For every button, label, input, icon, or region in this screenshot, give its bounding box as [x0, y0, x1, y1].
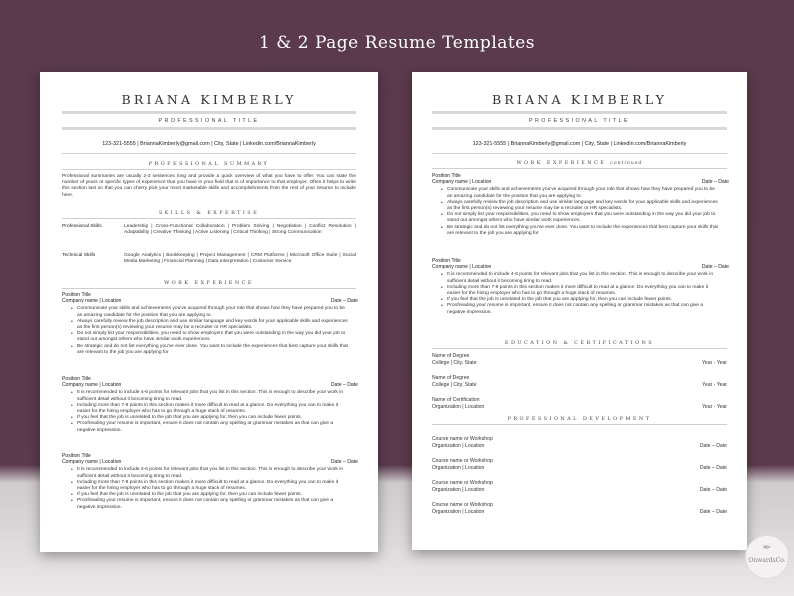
degree-name: Name of Degree: [432, 353, 470, 359]
list-item: • Proofreading your resume is important, ensure it does not contain any spelling or grammar mistakes as that can give a negative impression.: [62, 498, 358, 510]
list-item: • Including more than 7-8 points in this section makes it more difficult to read at a glance. Do everything you can to make it easier for the hiring employer who has to go through a huge stack of resumes.: [62, 403, 358, 415]
job-entry: [62, 292, 358, 356]
education-heading: EDUCATION & CERTIFICATIONS: [504, 340, 655, 346]
divider: [62, 153, 356, 154]
skills-row-professional: [62, 224, 356, 236]
divider: [62, 169, 356, 170]
job-dates: Date – Date: [330, 382, 358, 389]
brand-logo: [745, 535, 789, 579]
divider: [432, 348, 727, 349]
school-name: College | City, State: [432, 381, 477, 388]
title-band-bottom: [62, 127, 356, 130]
course-dates: Date – Date: [699, 464, 727, 471]
work-heading: WORK EXPERIENCE: [164, 280, 254, 286]
list-item: • Proofreading your resume is important, ensure it does not contain any spelling or grammar mistakes as that can give a negative impression.: [62, 421, 358, 433]
divider: [62, 218, 356, 219]
degree-name: Name of Degree: [432, 375, 470, 381]
list-item: • Always carefully review the job description and use similar language and key words for your applicable skills and experiences as the first person(s) reviewing your resume may be a recruiter or HR specialists.: [62, 319, 358, 331]
skills-row-technical: [62, 253, 356, 265]
list-item: • Do not simply list your responsibilities, you need to show employers that you were outstanding in the way you did your job to stand out amongst others who have similar work experiences.: [62, 331, 358, 343]
school-name: College | City, State: [432, 359, 477, 366]
company-name: Company name | Location: [432, 264, 492, 271]
organization-name: Organization | Location: [432, 442, 485, 449]
list-item: • If you feel that the job is unrelated to the job that you are applying for, then you can include fewer points.: [62, 492, 358, 498]
skills-heading: SKILLS & EXPERTISE: [158, 210, 260, 216]
job-dates: Date – Date: [701, 264, 729, 271]
banner-title: 1 & 2 Page Resume Templates: [258, 33, 536, 53]
organization-name: Organization | Location: [432, 403, 485, 410]
course-dates: Date – Date: [699, 442, 727, 449]
position-title: Position Title: [432, 173, 461, 179]
development-heading: PROFESSIONAL DEVELOPMENT: [507, 416, 652, 422]
skills-label: Professional Skills: [62, 224, 102, 229]
work-continued-heading: [412, 160, 747, 166]
development-entry: [432, 458, 727, 471]
position-title: Position Title: [62, 292, 91, 298]
education-dates: Year - Year: [701, 381, 727, 388]
resume-page-2: [412, 72, 747, 550]
professional-title: PROFESSIONAL TITLE: [158, 118, 260, 124]
company-name: Company name | Location: [62, 459, 122, 466]
contact-line: 123-321-5555 | BriannaKimberly@gmail.com | City, State | Linkedin.com/BriannaKimberly: [472, 141, 687, 147]
certification-name: Name of Certification: [432, 397, 480, 403]
job-entry: [432, 258, 729, 316]
course-name: Course name or Workshop: [432, 480, 493, 486]
course-dates: Date – Date: [699, 508, 727, 515]
brand-name: OnwardsCo.: [748, 557, 786, 564]
job-dates: Date – Date: [330, 298, 358, 305]
development-entry: [432, 480, 727, 493]
organization-name: Organization | Location: [432, 508, 485, 515]
list-item: • Communicate your skills and achievements you've acquired through your role that shows how they have prepared you to be an amazing candidate for the position that you are applying to.: [62, 306, 358, 318]
list-item: • Always carefully review the job description and use similar language and key words for your applicable skills and experiences as the first person(s) reviewing your resume may be a recruiter or HR specialists.: [432, 200, 729, 212]
summary-heading: PROFESSIONAL SUMMARY: [148, 161, 270, 167]
divider: [432, 153, 727, 154]
company-name: Company name | Location: [62, 382, 122, 389]
divider: [432, 424, 727, 425]
education-dates: Year - Year: [701, 359, 727, 366]
professional-title: PROFESSIONAL TITLE: [528, 118, 630, 124]
organization-name: Organization | Location: [432, 486, 485, 493]
list-item: • It is recommended to include 4-6 points for relevant jobs that you list in this section. This is enough to describe your work in sufficient detail without it becoming tiring to read.: [62, 467, 358, 479]
job-entry: [432, 173, 729, 237]
job-dates: Date – Date: [701, 179, 729, 186]
summary-text: Professional summaries are usually 2-3 sentences long and provide a quick overview of what you have to offer. You can state the number of years or specific types of experience that you have in your field that is of importance to that employer. Often it helps to write this section last so that you can cherry pick your most marketable skills and accomplishments from the rest of your resume to include here.: [62, 174, 356, 198]
position-title: Position Title: [62, 376, 91, 382]
skills-value: Google Analytics | Bookkeeping | Project Management | CRM Platforms | Microsoft Office Suite | Social Media Marketing | Financial Planning | Data Interpretation | Customer Service: [124, 253, 356, 265]
company-name: Company name | Location: [62, 298, 122, 305]
list-item: • Including more than 7-8 points in this section makes it more difficult to read at a glance. Do everything you can to make it easier for the hiring employer who has to go through a huge stack of resumes.: [432, 285, 729, 297]
resume-name: BRIANA KIMBERLY: [121, 92, 297, 107]
title-band-top: [432, 111, 727, 114]
development-entry: [432, 436, 727, 449]
education-entry: [432, 353, 727, 366]
contact-line: 123-321-5555 | BriannaKimberly@gmail.com | City, State | Linkedin.com/BriannaKimberly: [102, 141, 316, 147]
title-band-bottom: [432, 127, 727, 130]
list-item: • It is recommended to include 4-6 points for relevant jobs that you list in this section. This is enough to describe your work in sufficient detail without it becoming tiring to read.: [62, 390, 358, 402]
list-item: • Be strategic and do not list everything you've ever done. You want to include the experiences that best capture your skills that are relevant to the job you are applying for: [432, 225, 729, 237]
title-band-top: [62, 111, 356, 114]
skills-label: Technical Skills: [62, 253, 96, 258]
development-entry: [432, 502, 727, 515]
job-entry: [62, 376, 358, 434]
job-entry: [62, 453, 358, 511]
position-title: Position Title: [62, 453, 91, 459]
list-item: • Do not simply list your responsibilities, you need to show employers that you were outstanding in the way you did your job to stand out amongst others who have similar work experiences.: [432, 212, 729, 224]
certification-dates: Year - Year: [701, 403, 727, 410]
divider: [62, 288, 356, 289]
resume-name: BRIANA KIMBERLY: [491, 92, 668, 107]
organization-name: Organization | Location: [432, 464, 485, 471]
list-item: • Be strategic and do not list everything you've ever done. You want to include the experiences that best capture your skills that are relevant to the job you are applying for: [62, 344, 358, 356]
list-item: • It is recommended to include 4-6 points for relevant jobs that you list in this section. This is enough to describe your work in sufficient detail without it becoming tiring to read.: [432, 272, 729, 284]
list-item: • If you feel that the job is unrelated to the job that you are applying for, then you can include fewer points.: [432, 297, 729, 303]
company-name: Company name | Location: [432, 179, 492, 186]
job-dates: Date – Date: [330, 459, 358, 466]
education-entry: [432, 375, 727, 388]
divider: [432, 168, 727, 169]
list-item: • Including more than 7-8 points in this section makes it more difficult to read at a glance. Do everything you can to make it easier for the hiring employer who has to go through a huge stack of resumes.: [62, 480, 358, 492]
certification-entry: [432, 397, 727, 410]
continued-label: continued: [610, 161, 643, 166]
course-name: Course name or Workshop: [432, 458, 493, 464]
work-continued-text: WORK EXPERIENCE: [516, 160, 607, 166]
position-title: Position Title: [432, 258, 461, 264]
resume-page-1: [40, 72, 378, 552]
course-dates: Date – Date: [699, 486, 727, 493]
list-item: • Proofreading your resume is important, ensure it does not contain any spelling or grammar mistakes as that can give a negative impression.: [432, 303, 729, 315]
list-item: • Communicate your skills and achievements you've acquired through your role that shows how they have prepared you to be an amazing candidate for the position that you are applying to.: [432, 187, 729, 199]
course-name: Course name or Workshop: [432, 436, 493, 442]
pen-nib-icon: ✒: [762, 542, 772, 554]
course-name: Course name or Workshop: [432, 502, 493, 508]
skills-value: Leadership | Cross-Functional Collaboration | Problem Solving | Negotiation | Conflict Resolution | Adaptability | Creative Thinking | Active Listening | Critical Thinking | Strong Communication: [124, 224, 356, 236]
list-item: • If you feel that the job is unrelated to the job that you are applying for, then you can include fewer points.: [62, 415, 358, 421]
